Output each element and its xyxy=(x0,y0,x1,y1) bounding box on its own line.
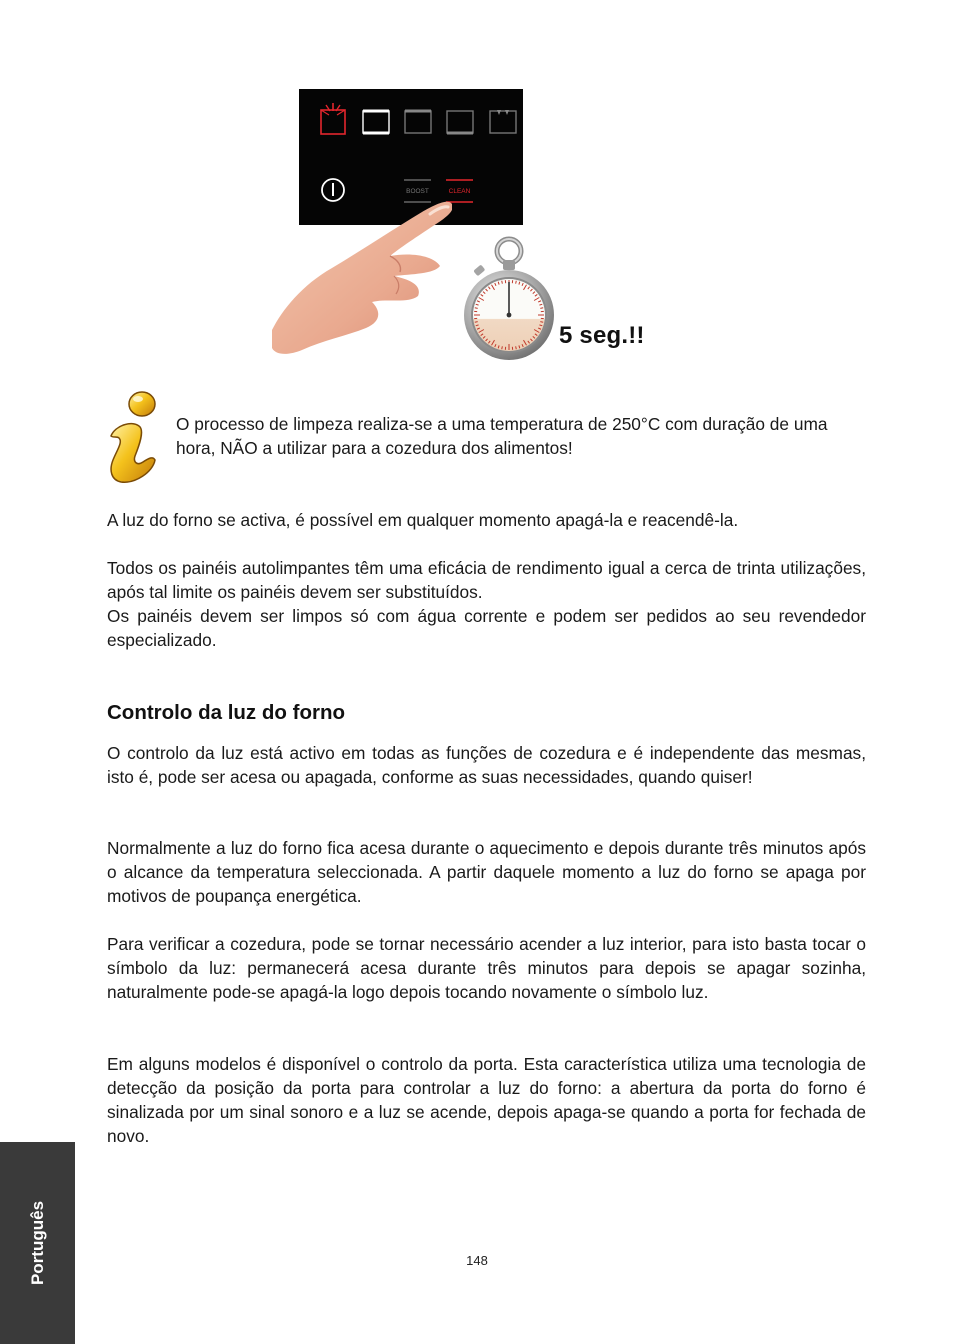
bottom-heat-icon[interactable] xyxy=(447,111,473,133)
pointing-hand-illustration xyxy=(262,190,452,360)
stopwatch-tick xyxy=(540,322,543,323)
paragraph-light-check: Para verificar a cozedura, pode se tornar necessário acender a luz interior, para isto basta tocar o símbolo da luz: permanecerá acesa durante três minutos para depois se apagar sozinha, naturalmente pode-se apagá-la logo depois tocando novamente o símbolo luz. xyxy=(107,934,866,1002)
stopwatch-tick xyxy=(502,346,503,349)
boost-label: BOOST xyxy=(406,188,429,195)
stopwatch-icon xyxy=(462,234,556,362)
stopwatch-tick xyxy=(475,322,478,323)
language-sidebar-tab xyxy=(0,1142,75,1344)
stopwatch-tick xyxy=(475,308,478,309)
paragraph-door-control: Em alguns modelos é disponível o controlo da porta. Esta característica utiliza uma tecnologia de detecção da posição da porta para controlar a luz do forno: a abertura da porta do forno é sinalizada por um sinal sonoro e a luz se acende, depois apaga-se quando a porta for fechada de novo. xyxy=(107,1054,866,1146)
paragraph-panels-cleaning: Os painéis devem ser limpos só com água corrente e podem ser pedidos ao seu revendedor especializado. xyxy=(107,606,866,650)
info-note: O processo de limpeza realiza-se a uma temperatura de 250°C com duração de uma hora, NÃO a utilizar para a cozedura dos alimentos! xyxy=(176,414,828,458)
oven-light-icon[interactable] xyxy=(321,103,345,134)
grill-icon[interactable] xyxy=(490,110,516,133)
language-label: Português xyxy=(27,1200,47,1286)
stopwatch-tick xyxy=(516,281,517,284)
top-heat-icon[interactable] xyxy=(405,111,431,133)
stopwatch-tick xyxy=(516,346,517,349)
section-heading: Controlo da luz do forno xyxy=(107,701,345,724)
stopwatch-tick xyxy=(540,308,543,309)
timer-duration-label: 5 seg.!! xyxy=(559,322,645,349)
paragraph-panels-lifetime: Todos os painéis autolimpantes têm uma eficácia de rendimento igual a cerca de trinta utilizações, após tal limite os painéis devem ser substituídos. xyxy=(107,558,866,602)
info-icon xyxy=(105,390,161,486)
page-number: 148 xyxy=(466,1253,488,1268)
stopwatch-tick xyxy=(502,281,503,284)
top-bottom-heat-icon[interactable] xyxy=(363,111,389,133)
paragraph-light-normal: Normalmente a luz do forno fica acesa durante o aquecimento e depois durante três minutos após o alcance da temperatura seleccionada. A partir daquele momento a luz do forno se apaga por motivos de poupança energética. xyxy=(107,838,866,906)
paragraph-light-control: O controlo da luz está activo em todas as funções de cozedura e é independente das mesmas, isto é, pode ser acesa ou apagada, conforme as suas necessidades, quando quiser! xyxy=(107,743,866,787)
clean-label: CLEAN xyxy=(448,188,471,195)
paragraph-light-activates: A luz do forno se activa, é possível em qualquer momento apagá-la e reacendê-la. xyxy=(107,510,739,530)
